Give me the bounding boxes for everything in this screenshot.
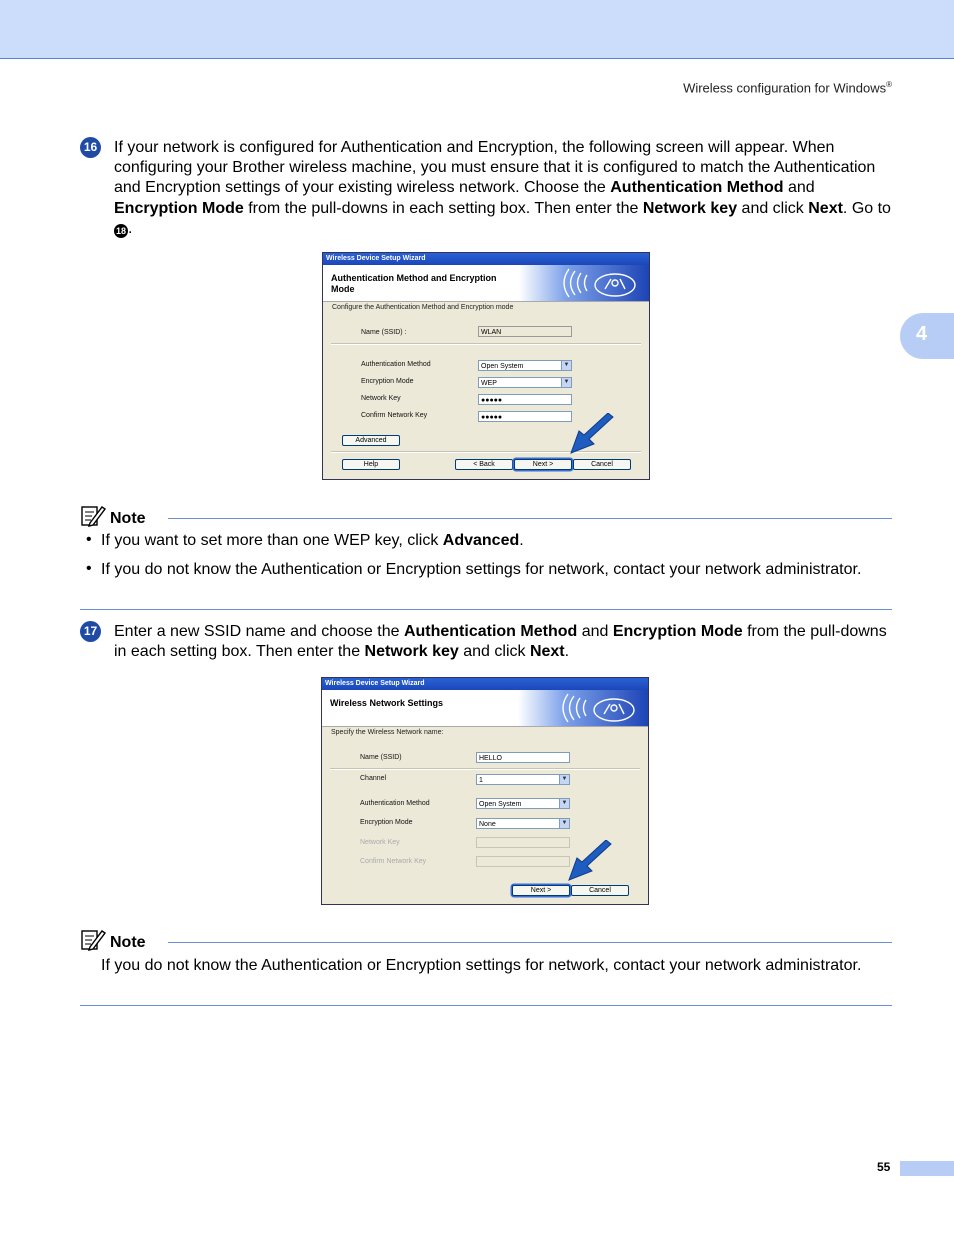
encryption-mode-label: Encryption Mode bbox=[361, 378, 414, 385]
next-button[interactable]: Next > bbox=[514, 459, 572, 470]
bullet-marker: • bbox=[86, 531, 92, 548]
channel-label: Channel bbox=[360, 775, 387, 782]
dialog-heading: Authentication Method and Encryption Mode bbox=[331, 273, 497, 294]
auth-method-select[interactable]: Open System ▼ bbox=[478, 360, 572, 371]
encryption-mode-label: Encryption Mode bbox=[360, 819, 413, 826]
step-number-17: 17 bbox=[80, 621, 101, 642]
chevron-down-icon[interactable]: ▼ bbox=[559, 799, 569, 808]
dialog-subtitle: Configure the Authentication Method and Encryption mode bbox=[332, 304, 514, 311]
step-16-text: If your network is configured for Authentication and Encryption, the following screen will appear. When configuring your Brother wireless machine, you must ensure that it is configured to match the Authentication and Encryption settings of your existing wireless network. Choose the Authentication Method and Encryption Mode from the pull-downs in each setting box. Then enter the Network key and click Next. Go to 18 . bbox=[114, 139, 891, 237]
ssid-label: Name (SSID) bbox=[360, 754, 402, 761]
chevron-down-icon[interactable]: ▼ bbox=[561, 378, 571, 387]
registered-mark: ® bbox=[886, 80, 892, 89]
auth-method-select[interactable]: Open System ▼ bbox=[476, 798, 570, 809]
page-number: 55 bbox=[877, 1160, 891, 1174]
confirm-key-input bbox=[476, 856, 570, 867]
wireless-logo-icon bbox=[519, 265, 649, 301]
network-key-input bbox=[476, 837, 570, 848]
auth-method-label: Authentication Method bbox=[361, 361, 431, 368]
network-key-input[interactable]: ●●●●● bbox=[478, 394, 572, 405]
running-title bbox=[683, 80, 892, 95]
note-pencil-icon bbox=[80, 504, 106, 528]
note-header bbox=[80, 928, 892, 954]
channel-select[interactable]: 1 ▼ bbox=[476, 774, 570, 785]
header-band bbox=[0, 0, 954, 59]
back-button[interactable]: < Back bbox=[455, 459, 513, 470]
page-number-bar bbox=[900, 1161, 954, 1176]
pointer-arrow-icon bbox=[565, 840, 615, 885]
dialog-heading: Wireless Network Settings bbox=[330, 698, 443, 708]
note-rule bbox=[168, 942, 892, 943]
network-key-label: Network Key bbox=[360, 839, 400, 846]
note-end-rule bbox=[80, 1005, 892, 1006]
note-label: Note bbox=[110, 510, 146, 527]
cancel-button[interactable]: Cancel bbox=[573, 459, 631, 470]
step-reference-18[interactable]: 18 bbox=[115, 225, 126, 236]
advanced-button[interactable]: Advanced bbox=[342, 435, 400, 446]
dialog-wireless-network-settings bbox=[321, 677, 649, 905]
dialog-titlebar: Wireless Device Setup Wizard bbox=[322, 678, 648, 690]
wireless-logo-icon bbox=[518, 690, 648, 726]
chevron-down-icon[interactable]: ▼ bbox=[561, 361, 571, 370]
auth-method-label: Authentication Method bbox=[360, 800, 430, 807]
dialog-subtitle: Specify the Wireless Network name: bbox=[331, 729, 444, 736]
chapter-number: 4 bbox=[916, 323, 928, 345]
step-number-16: 16 bbox=[80, 137, 101, 158]
encryption-mode-select[interactable]: None ▼ bbox=[476, 818, 570, 829]
note-rule bbox=[168, 518, 892, 519]
ssid-field[interactable]: WLAN bbox=[478, 326, 572, 337]
next-button[interactable]: Next > bbox=[512, 885, 570, 896]
note-2-text: If you do not know the Authentication or Encryption settings for network, contact your network administrator. bbox=[101, 957, 862, 974]
separator bbox=[331, 343, 641, 345]
note-header bbox=[80, 504, 892, 530]
step-17-text: Enter a new SSID name and choose the Authentication Method and Encryption Mode from the pull-downs in each setting box. Then enter the Network key and click Next. bbox=[114, 623, 887, 661]
dialog-titlebar: Wireless Device Setup Wizard bbox=[323, 253, 649, 265]
confirm-key-input[interactable]: ●●●●● bbox=[478, 411, 572, 422]
separator bbox=[330, 768, 640, 770]
chevron-down-icon[interactable]: ▼ bbox=[559, 775, 569, 784]
chapter-tab bbox=[900, 313, 954, 359]
running-title-text: Wireless configuration for Windows bbox=[683, 80, 887, 96]
bullet-marker: • bbox=[86, 560, 92, 577]
dialog-authentication-encryption bbox=[322, 252, 650, 480]
network-key-label: Network Key bbox=[361, 395, 401, 402]
note-1-bullet-1: If you want to set more than one WEP key, click Advanced. bbox=[101, 532, 524, 549]
chevron-down-icon[interactable]: ▼ bbox=[559, 819, 569, 828]
confirm-key-label: Confirm Network Key bbox=[360, 858, 427, 865]
ssid-label: Name (SSID) : bbox=[361, 329, 407, 336]
note-pencil-icon bbox=[80, 928, 106, 952]
note-label: Note bbox=[110, 934, 146, 951]
note-end-rule bbox=[80, 609, 892, 610]
cancel-button[interactable]: Cancel bbox=[571, 885, 629, 896]
ssid-input[interactable]: HELLO bbox=[476, 752, 570, 763]
dialog-header bbox=[323, 265, 649, 302]
encryption-mode-select[interactable]: WEP ▼ bbox=[478, 377, 572, 388]
note-1-bullet-2: If you do not know the Authentication or Encryption settings for network, contact your network administrator. bbox=[101, 561, 862, 578]
pointer-arrow-icon bbox=[567, 413, 617, 458]
dialog-header bbox=[322, 690, 648, 727]
help-button[interactable]: Help bbox=[342, 459, 400, 470]
confirm-key-label: Confirm Network Key bbox=[361, 412, 428, 419]
